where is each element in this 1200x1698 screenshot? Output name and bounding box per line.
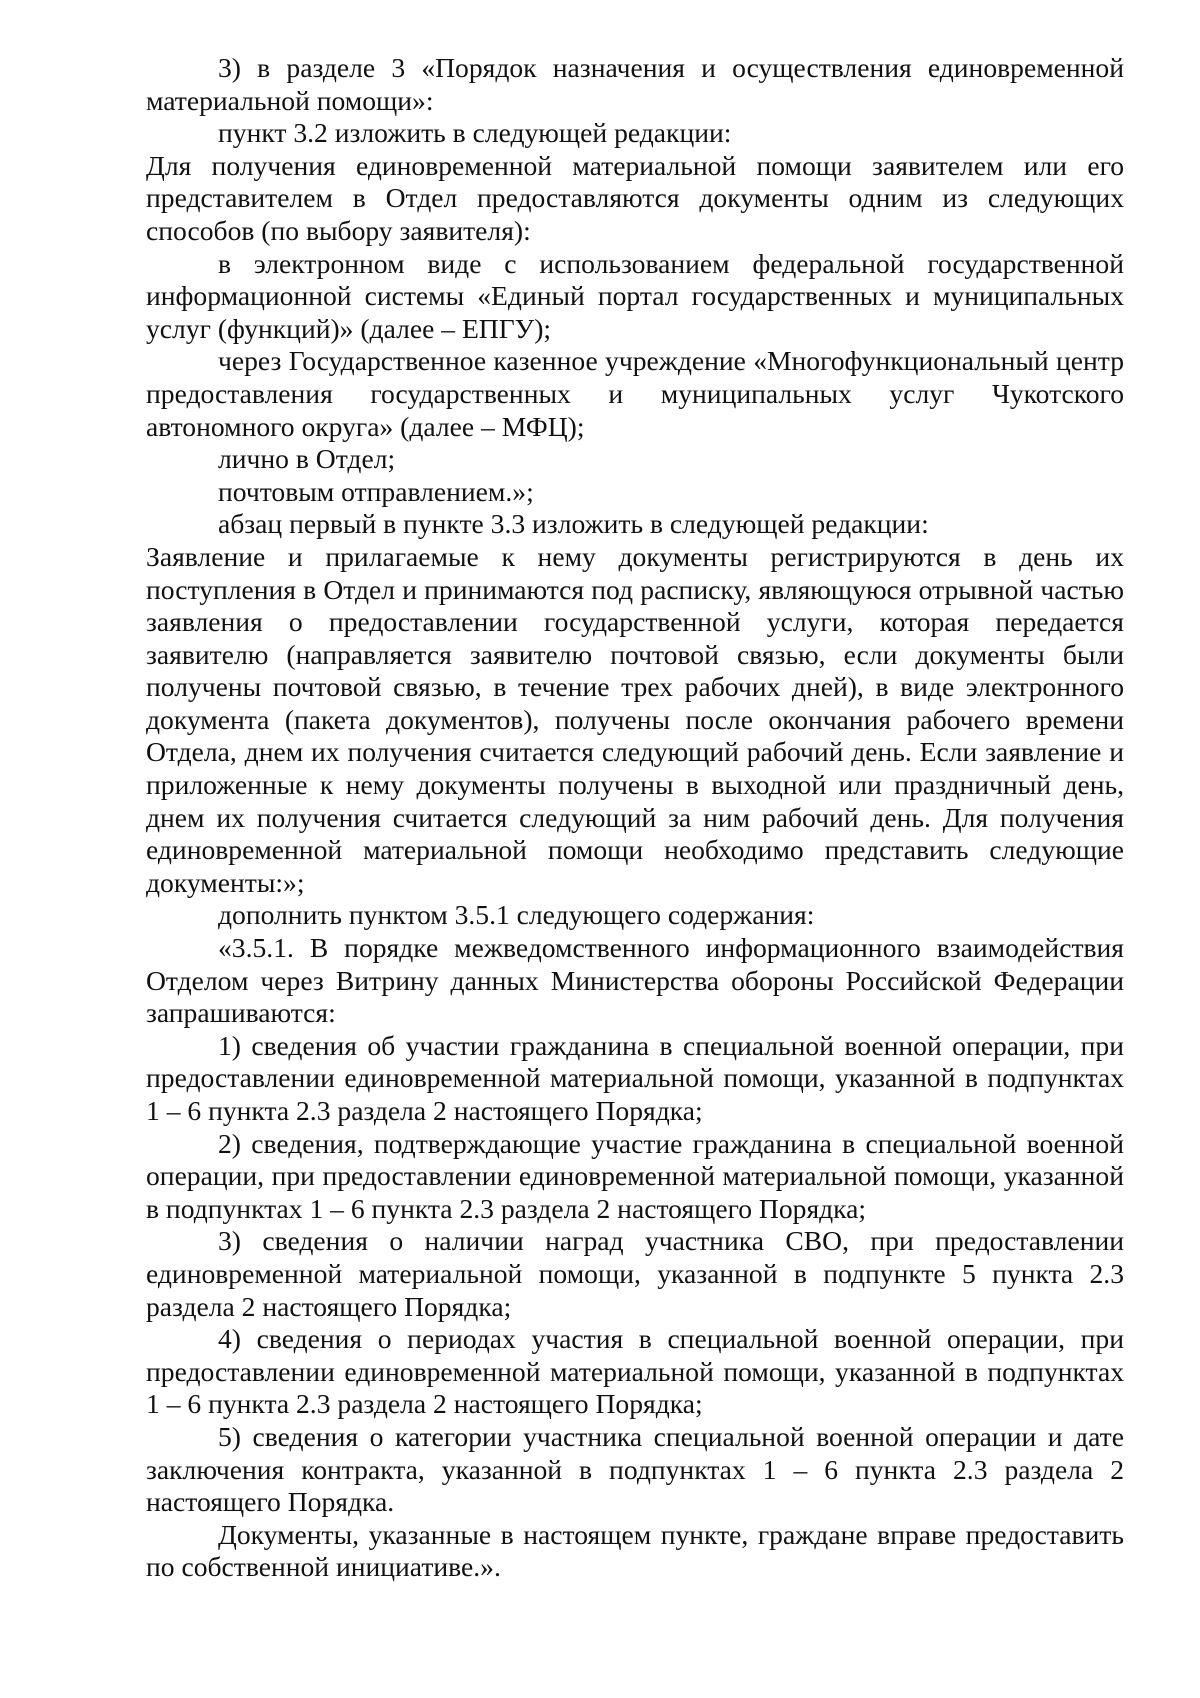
paragraph-item-3-3-intro: абзац первый в пункте 3.3 изложить в следующей редакции: — [218, 508, 929, 540]
paragraph-item-3-2-intro: пункт 3.2 изложить в следующей редакции: — [218, 117, 732, 149]
paragraph-subitem-4: 4) сведения о периодах участия в специальной военной операции, при предоставлении единовременной материальной помощи, указанной в подпунктах 1 – 6 пункта 2.3 раздела 2 настоящего Порядка; — [146, 1323, 1124, 1420]
paragraph-method-epgu: в электронном виде с использованием федеральной государственной информационной системы «Единый портал государственных и муниципальных услуг (функций)» (далее – ЕПГУ); — [146, 247, 1124, 344]
paragraph-item-3-5-1-text: «3.5.1. В порядке межведомственного информационного взаимодействия Отделом через Витрину данных Министерства обороны Российской Федерации запрашиваются: — [146, 932, 1124, 1029]
paragraph-subitem-2: 2) сведения, подтверждающие участие гражданина в специальной военной операции, при предоставлении единовременной материальной помощи, указанной в подпунктах 1 – 6 пункта 2.3 раздела 2 настоящего Порядка; — [146, 1127, 1124, 1224]
paragraph-method-in-person: лично в Отдел; — [218, 443, 396, 475]
paragraph-item-3-5-1-intro: дополнить пунктом 3.5.1 следующего содержания: — [218, 899, 815, 931]
paragraph-method-mail: почтовым отправлением.»; — [218, 475, 534, 507]
paragraph-item-3-3-text: Заявление и прилагаемые к нему документы регистрируются в день их поступления в Отдел и принимаются под расписку, являющуюся отрывной частью заявления о предоставлении государственной услуги, которая передается заявителю (направляется заявителю почтовой связью, если документы были получены почтовой связью, в течение трех рабочих дней), в виде электронного документа (пакета документов), получены после окончания рабочего времени Отдела, днем их получения считается следующий рабочий день. Если заявление и приложенные к нему документы получены в выходной или праздничный день, днем их получения считается следующий за ним рабочий день. Для получения единовременной материальной помощи необходимо представить следующие документы:»; — [146, 540, 1124, 898]
paragraph-section-3-heading: 3) в разделе 3 «Порядок назначения и осуществления единовременной материальной помощи»: — [146, 52, 1124, 116]
document-page — [146, 52, 1124, 1584]
paragraph-subitem-1: 1) сведения об участии гражданина в специальной военной операции, при предоставлении единовременной материальной помощи, указанной в подпунктах 1 – 6 пункта 2.3 раздела 2 настоящего Порядка; — [146, 1029, 1124, 1126]
paragraph-subitem-5: 5) сведения о категории участника специальной военной операции и дате заключения контракта, указанной в подпунктах 1 – 6 пункта 2.3 раздела 2 настоящего Порядка. — [146, 1420, 1124, 1518]
paragraph-item-3-2-text: Для получения единовременной материальной помощи заявителем или его представителем в Отдел предоставляются документы одним из следующих способов (по выбору заявителя): — [146, 149, 1124, 246]
paragraph-subitem-3: 3) сведения о наличии наград участника СВО, при предоставлении единовременной материальной помощи, указанной в подпункте 5 пункта 2.3 раздела 2 настоящего Порядка; — [146, 1225, 1124, 1322]
paragraph-closing: Документы, указанные в настоящем пункте, граждане вправе предоставить по собственной инициативе.». — [146, 1518, 1124, 1583]
paragraph-method-mfc: через Государственное казенное учреждение «Многофункциональный центр предоставления государственных и муниципальных услуг Чукотского автономного округа» (далее – МФЦ); — [146, 345, 1124, 442]
